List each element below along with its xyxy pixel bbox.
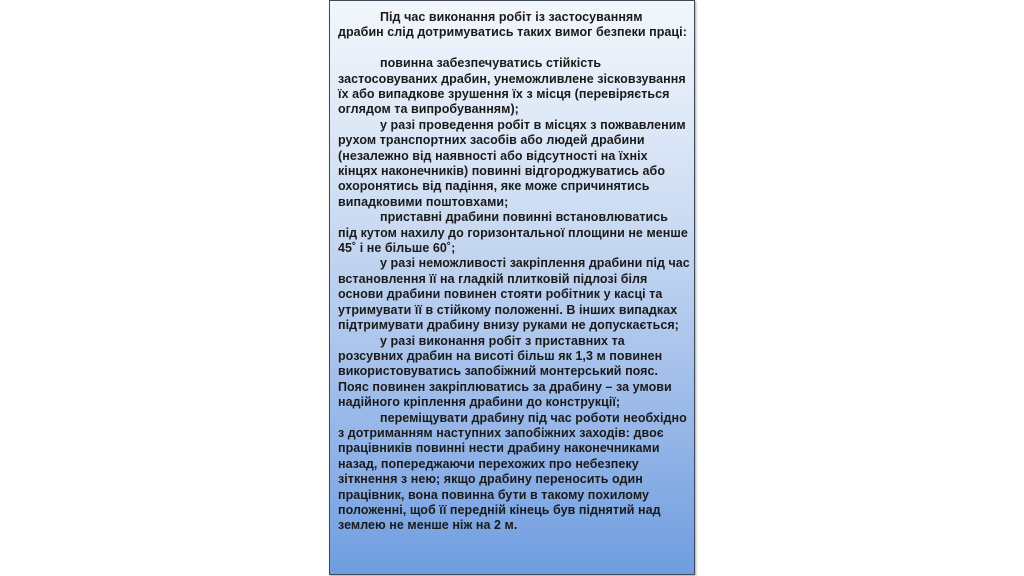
requirement-item-1: повинна забезпечуватись стійкість застосовуваних драбин, унеможливлене зісковзування їх або випадкове зрушення їх з місця (перевіряється оглядом та випробуванням); bbox=[338, 56, 686, 117]
text-panel bbox=[329, 0, 695, 575]
requirement-item-6: переміщувати драбину під час роботи необхідно з дотриманням наступних запобіжних заходів: двоє працівників повинні нести драбину наконечниками назад, попереджаючи перехожих про небезпеку зіткнення з нею; якщо драбину переносить один працівник, вона повинна бути в такому похилому положенні, щоб її передній кінець був піднятий над землею не менше ніж на 2 м. bbox=[338, 410, 687, 533]
requirement-item-4: у разі неможливості закріплення драбини під час встановлення її на гладкій плитковій підлозі біля основи драбини повинен стояти робітник у касці та утримувати її в стійкому положенні. В інших випадках підтримувати драбину внизу руками не допускається; bbox=[338, 256, 690, 333]
paragraph-gap bbox=[338, 41, 690, 56]
intro-paragraph: Під час виконання робіт із застосуванням драбин слід дотримуватись таких вимог безпеки праці: bbox=[338, 10, 687, 40]
requirement-item-5: у разі виконання робіт з приставних та розсувних драбин на висоті більш як 1,3 м повинен використовуватись запобіжний монтерський пояс. Пояс повинен закріплюватись за драбину – за умови надійного кріплення драбини до конструкції; bbox=[338, 333, 672, 410]
requirement-item-3: приставні драбини повинні встановлюватись під кутом нахилу до горизонтальної площини не менше 45˚ і не більше 60˚; bbox=[338, 210, 688, 256]
requirement-item-2: у разі проведення робіт в місцях з пожвавленим рухом транспортних засобів або людей драбини (незалежно від наявності або відсутності на їхніх кінцях наконечників) повинні відгороджуватись або охоронятись від падіння, яке може спричинятись випадковими поштовхами; bbox=[338, 117, 686, 209]
document-text bbox=[338, 10, 690, 534]
